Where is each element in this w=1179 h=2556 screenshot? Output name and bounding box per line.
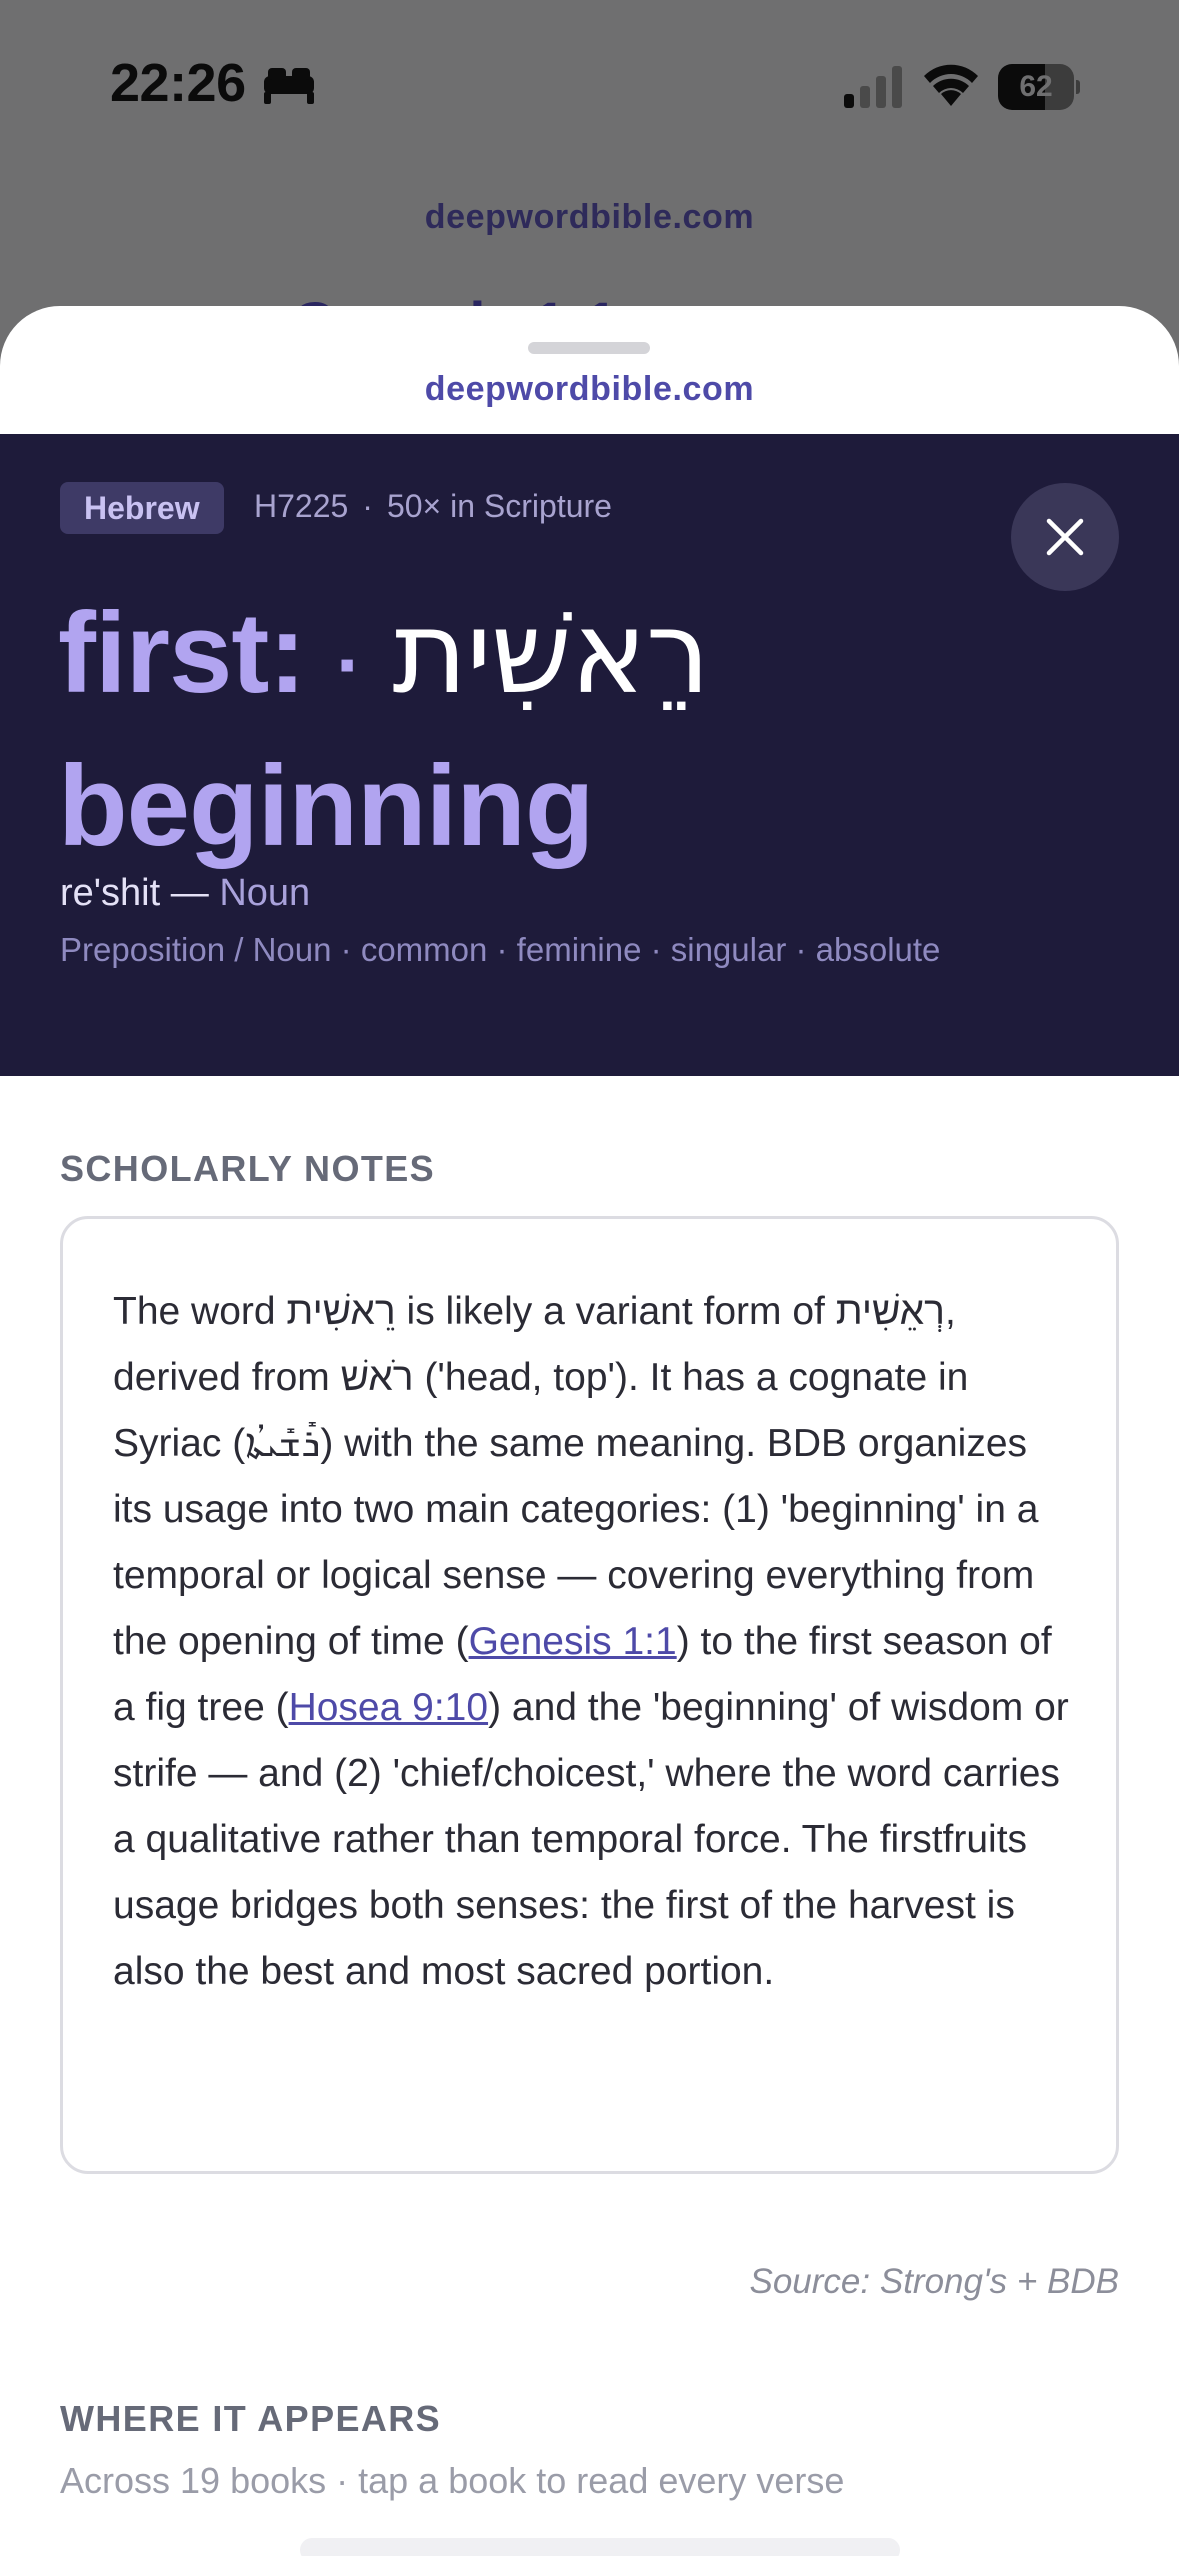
verse-link-hosea-9-10[interactable]: Hosea 9:10 xyxy=(288,1686,489,1729)
transliteration-line xyxy=(60,872,310,915)
book-list-peek xyxy=(300,2538,900,2556)
morphology: Preposition / Noun · common · feminine · singular · absolute xyxy=(60,931,941,968)
notes-text-part-3: ) and the 'beginning' of wisdom or strife — and (2) 'chief/choicest,' where the word carries a qualitative rather than temporal force. The firstfruits usage bridges both senses: the first of the harvest is also the best and most sacred portion. xyxy=(113,1686,1069,1993)
where-it-appears-heading: WHERE IT APPEARS xyxy=(60,2398,442,2439)
cellular-signal-icon xyxy=(842,64,906,110)
sheet-domain: deepwordbible.com xyxy=(424,370,755,408)
word-header xyxy=(0,434,1179,1076)
battery-level: 62 xyxy=(1019,70,1053,103)
meta-separator: · xyxy=(362,488,373,524)
close-button[interactable] xyxy=(1011,483,1119,591)
background-page xyxy=(0,0,1179,330)
close-icon xyxy=(1045,517,1085,557)
frequency: 50× in Scripture xyxy=(386,488,612,524)
word-detail-sheet xyxy=(0,306,1179,2556)
scholarly-notes-card xyxy=(60,1216,1119,2174)
translit-dash: — xyxy=(170,872,209,914)
language-badge: Hebrew xyxy=(60,482,224,534)
word-meta xyxy=(254,488,612,525)
verse-link-genesis-1-1[interactable]: Genesis 1:1 xyxy=(468,1620,677,1663)
part-of-speech: Noun xyxy=(219,872,311,914)
battery-icon xyxy=(998,64,1080,110)
notes-text-part-1: The word רֵאשִׁית is likely a variant form of רְאֵשִׁית, derived from רֹאשׁ ('head, top'). It has a cognate in Syriac (ܪܺܫܺܝܬܳܐ) with the same meaning. BDB organizes its usage into two main categories: (1) 'beginning' in a temporal or logical sense — covering everything from the opening of time ( xyxy=(113,1290,1039,1663)
scholarly-notes-text xyxy=(113,1279,1073,2005)
headword xyxy=(58,582,978,878)
bed-icon xyxy=(262,66,316,106)
wifi-icon xyxy=(922,62,980,108)
headword-separator: · xyxy=(336,620,362,709)
gloss-first: first: xyxy=(58,590,306,717)
hebrew-word: רֵאשִׁית xyxy=(392,586,710,719)
gloss-second: beginning xyxy=(58,743,594,870)
status-bar xyxy=(0,0,1179,170)
status-time: 22:26 xyxy=(110,53,246,113)
transliteration: re'shit xyxy=(60,872,161,914)
notes-source: Source: Strong's + BDB xyxy=(749,2262,1119,2301)
strongs-number: H7225 xyxy=(254,488,349,524)
background-domain: deepwordbible.com xyxy=(424,198,755,236)
notes-text-part-2: ) to the first season of a fig tree ( xyxy=(113,1620,1052,1729)
scholarly-notes-heading: SCHOLARLY NOTES xyxy=(60,1148,436,1189)
where-it-appears-subtitle: Across 19 books · tap a book to read every verse xyxy=(60,2460,845,2501)
sheet-grabber[interactable] xyxy=(528,342,650,354)
